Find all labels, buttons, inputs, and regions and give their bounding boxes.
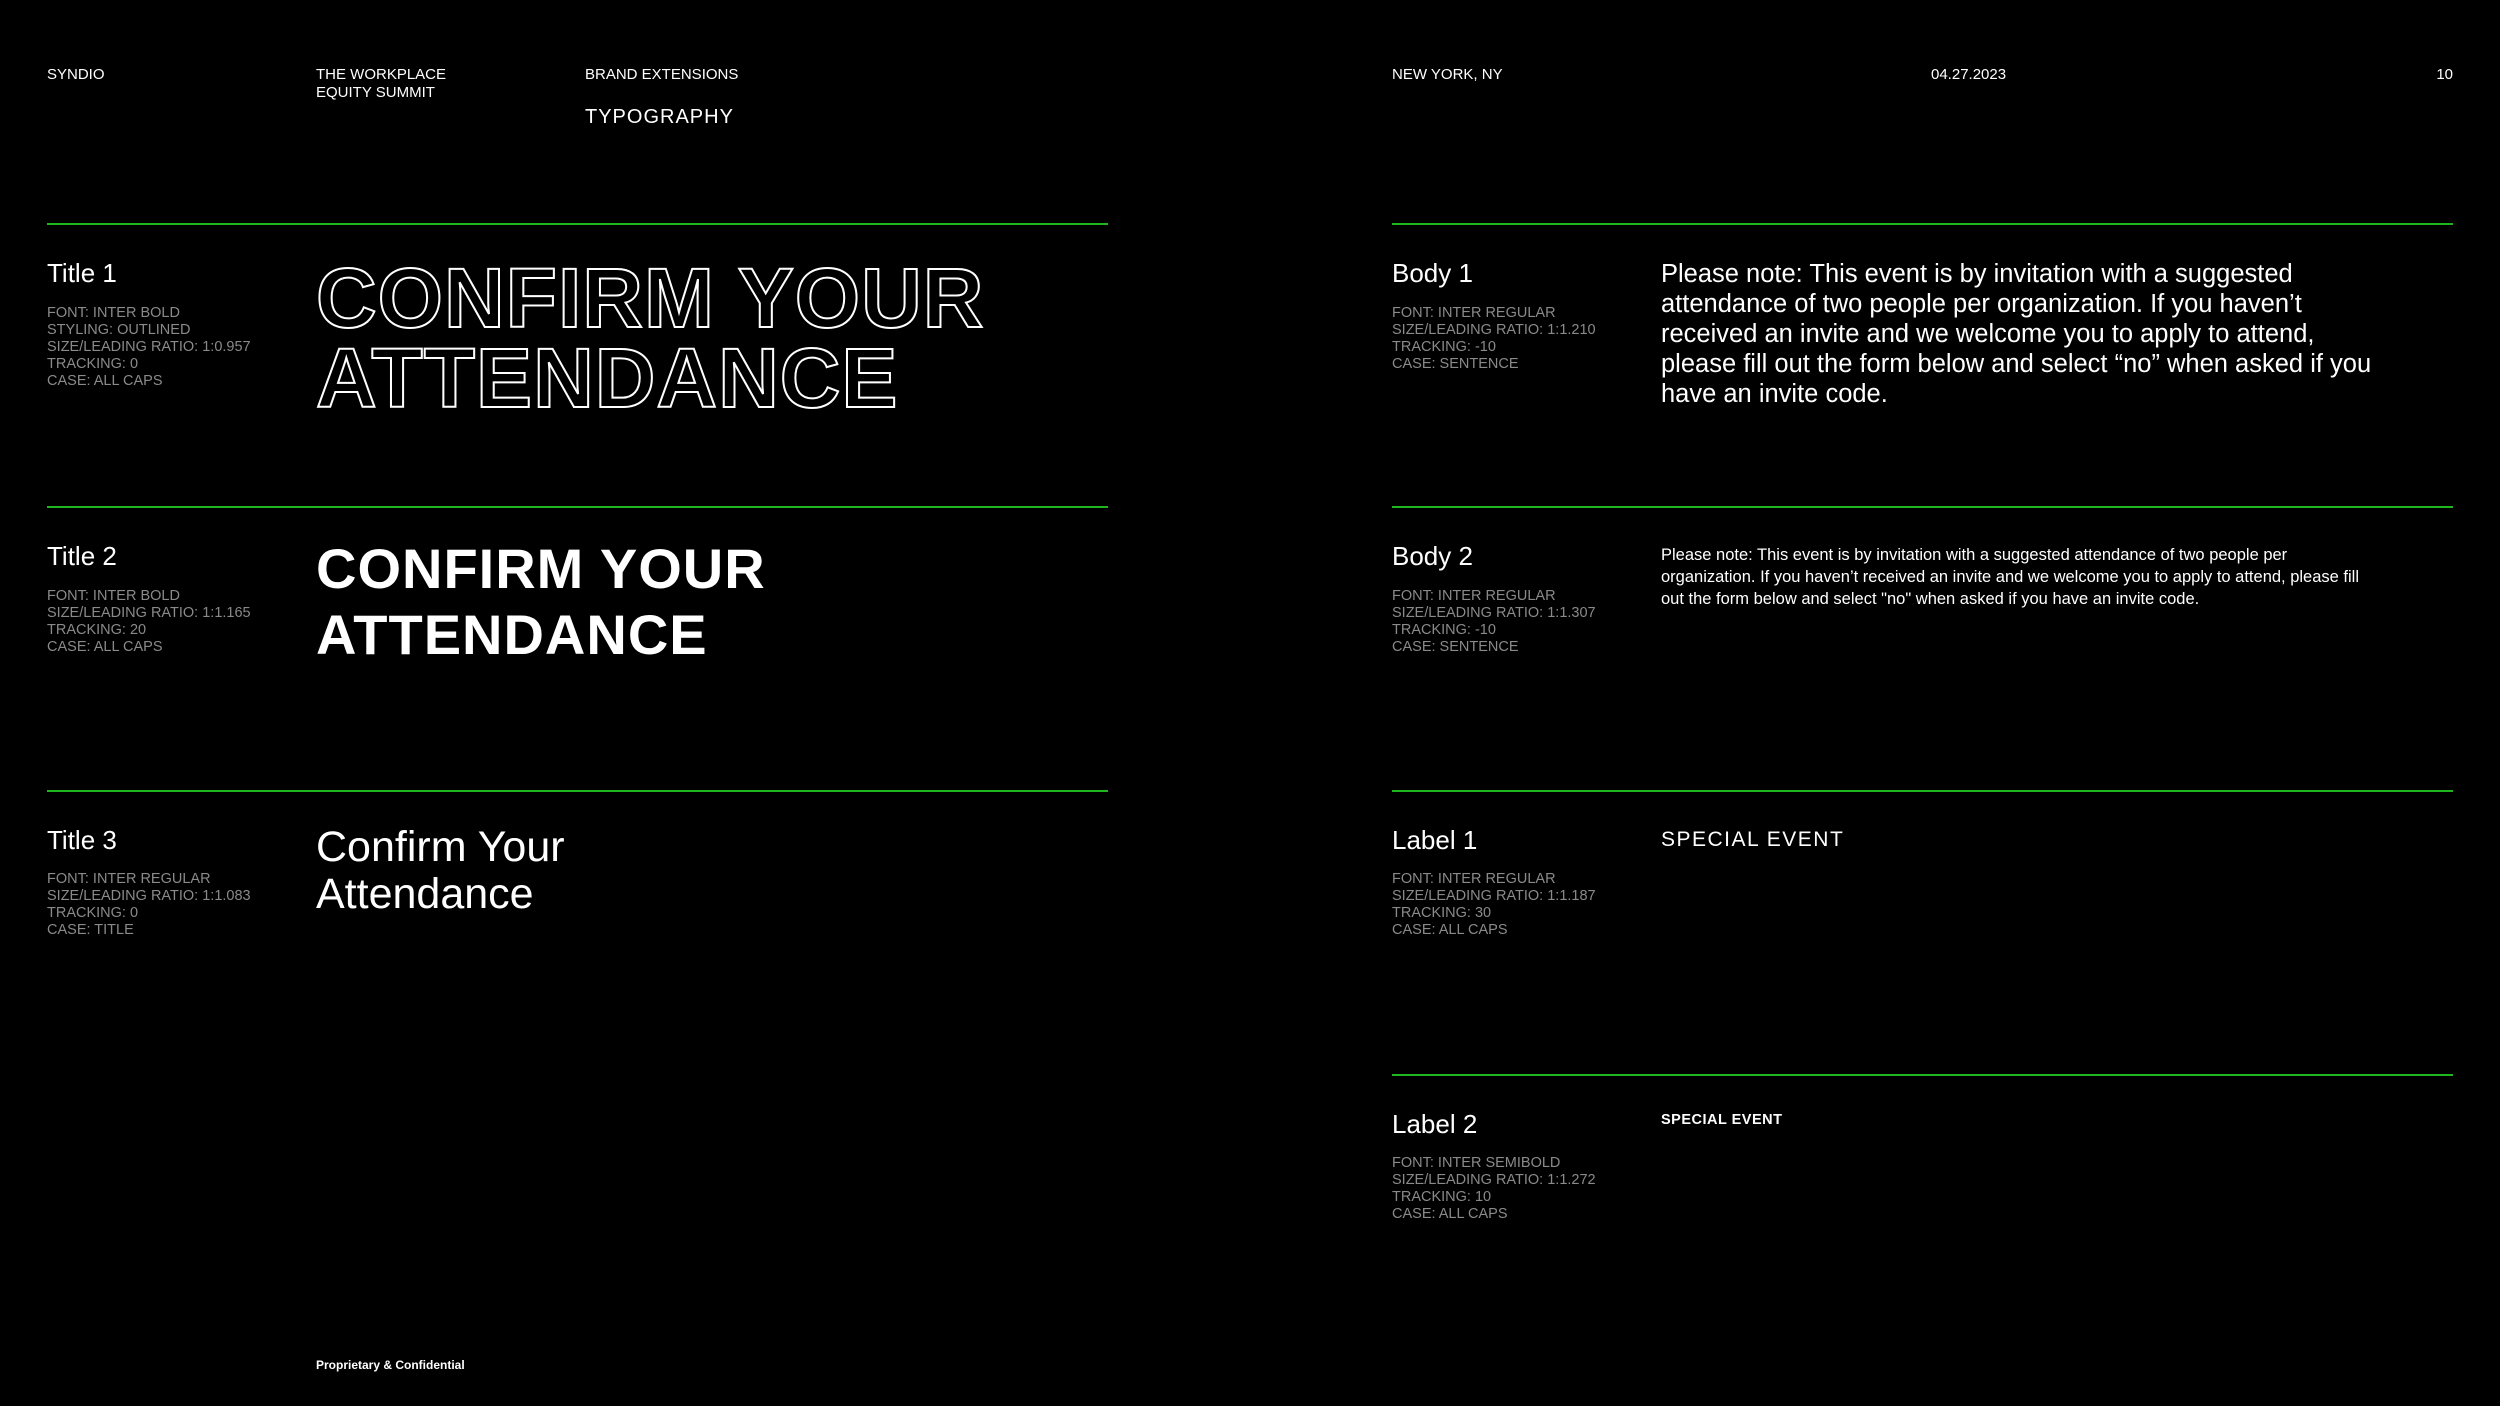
spec-font: FONT: INTER SEMIBOLD xyxy=(1392,1155,1561,1171)
spec-title-body1: Body 1 xyxy=(1392,258,1473,288)
spec-meta-title1 xyxy=(47,305,251,390)
sample-line: ATTENDANCE xyxy=(316,603,708,666)
subsection-title: TYPOGRAPHY xyxy=(585,106,734,128)
sample-line: Confirm Your xyxy=(316,823,565,871)
spec-meta-label1 xyxy=(1392,871,1596,939)
spec-title-label1: Label 1 xyxy=(1392,825,1478,855)
sample-line: CONFIRM YOUR xyxy=(316,251,985,345)
spec-tracking: TRACKING: 20 xyxy=(47,622,147,638)
spec-case: CASE: ALL CAPS xyxy=(47,639,163,655)
section-name: BRAND EXTENSIONS xyxy=(585,66,739,83)
spec-meta-title3 xyxy=(47,871,251,939)
section-divider xyxy=(1392,506,2453,508)
spec-tracking: TRACKING: 0 xyxy=(47,905,139,921)
brand-name: SYNDIO xyxy=(47,66,105,83)
sample-title2 xyxy=(316,536,766,668)
section-divider xyxy=(1392,1074,2453,1076)
page-number: 10 xyxy=(2436,66,2453,83)
footer-confidential: Proprietary & Confidential xyxy=(316,1358,465,1372)
sample-line: CONFIRM YOUR xyxy=(316,537,766,600)
spec-tracking: TRACKING: -10 xyxy=(1392,339,1496,355)
spec-case: CASE: ALL CAPS xyxy=(1392,922,1508,938)
sample-label1: SPECIAL EVENT xyxy=(1661,828,1845,851)
spec-meta-body2 xyxy=(1392,588,1596,656)
spec-case: CASE: TITLE xyxy=(47,922,134,938)
section-divider xyxy=(1392,223,2453,225)
spec-ratio: SIZE/LEADING RATIO: 1:1.272 xyxy=(1392,1172,1596,1188)
sample-body2: Please note: This event is by invitation with a suggested attendance of two people per organization. If you haven’t received an invite and we welcome you to apply to attend, please fill out the form below and select "no" when asked if you have an invite code. xyxy=(1661,546,2360,608)
spec-title-title3: Title 3 xyxy=(47,825,117,855)
spec-ratio: SIZE/LEADING RATIO: 1:1.307 xyxy=(1392,605,1596,621)
spec-font: FONT: INTER REGULAR xyxy=(1392,588,1556,604)
spec-styling: STYLING: OUTLINED xyxy=(47,322,191,338)
spec-title-body2: Body 2 xyxy=(1392,541,1473,571)
spec-ratio: SIZE/LEADING RATIO: 1:1.165 xyxy=(47,605,251,621)
sample-title3 xyxy=(316,824,565,918)
spec-tracking: TRACKING: 10 xyxy=(1392,1189,1492,1205)
spec-font: FONT: INTER BOLD xyxy=(47,305,180,321)
section-divider xyxy=(47,790,1108,792)
spec-title-title2: Title 2 xyxy=(47,541,117,571)
spec-meta-label2 xyxy=(1392,1155,1596,1223)
spec-tracking: TRACKING: 30 xyxy=(1392,905,1492,921)
event-date: 04.27.2023 xyxy=(1931,66,2007,83)
section-divider xyxy=(47,506,1108,508)
spec-tracking: TRACKING: 0 xyxy=(47,356,139,372)
event-name: THE WORKPLACE EQUITY SUMMIT xyxy=(316,66,447,101)
spec-case: CASE: SENTENCE xyxy=(1392,356,1519,372)
spec-ratio: SIZE/LEADING RATIO: 1:1.210 xyxy=(1392,322,1596,338)
spec-font: FONT: INTER REGULAR xyxy=(1392,871,1556,887)
spec-font: FONT: INTER BOLD xyxy=(47,588,180,604)
spec-ratio: SIZE/LEADING RATIO: 1:0.957 xyxy=(47,339,251,355)
spec-tracking: TRACKING: -10 xyxy=(1392,622,1496,638)
sample-line: ATTENDANCE xyxy=(316,331,899,425)
spec-font: FONT: INTER REGULAR xyxy=(1392,305,1556,321)
event-location: NEW YORK, NY xyxy=(1392,66,1503,83)
spec-title-label2: Label 2 xyxy=(1392,1109,1478,1139)
section-divider xyxy=(1392,790,2453,792)
spec-case: CASE: ALL CAPS xyxy=(47,373,163,389)
spec-case: CASE: ALL CAPS xyxy=(1392,1206,1508,1222)
sample-label2: SPECIAL EVENT xyxy=(1661,1112,1783,1128)
spec-title-title1: Title 1 xyxy=(47,258,117,288)
spec-case: CASE: SENTENCE xyxy=(1392,639,1519,655)
spec-ratio: SIZE/LEADING RATIO: 1:1.187 xyxy=(1392,888,1596,904)
sample-body1: Please note: This event is by invitation with a suggested attendance of two people per organization. If you haven’t received an invite and we welcome you to apply to attend, please fill out the form below and select “no” when asked if you have an invite code. xyxy=(1661,260,2372,408)
sample-line: Attendance xyxy=(316,870,534,918)
spec-font: FONT: INTER REGULAR xyxy=(47,871,211,887)
sample-title1 xyxy=(316,251,985,425)
spec-ratio: SIZE/LEADING RATIO: 1:1.083 xyxy=(47,888,251,904)
section-divider xyxy=(47,223,1108,225)
spec-meta-title2 xyxy=(47,588,251,656)
spec-meta-body1 xyxy=(1392,305,1596,373)
